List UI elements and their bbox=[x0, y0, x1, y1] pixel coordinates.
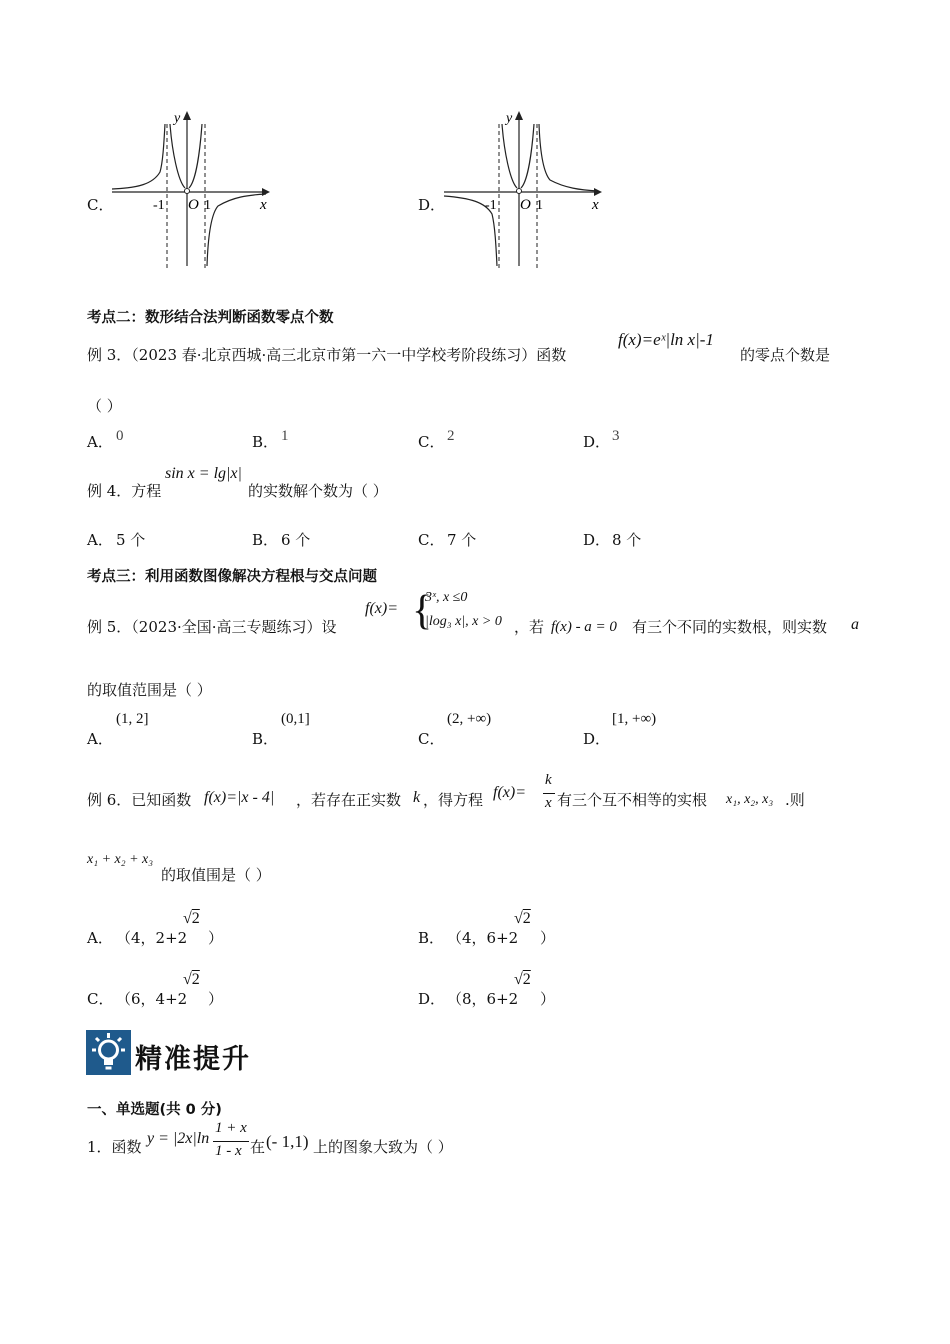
ex4-prefix: 例 4．方程 bbox=[87, 482, 162, 500]
tick-pos-label: 1 bbox=[204, 198, 211, 213]
ex6-opt-c-sqrt: √2 bbox=[183, 971, 200, 988]
ex5-opt-b-label: B． bbox=[252, 730, 279, 748]
ex6-opt-c-label: C． bbox=[87, 990, 114, 1008]
ex6-opt-d-label: D． bbox=[418, 990, 446, 1008]
ex6-formula: f(x)=|x - 4| bbox=[204, 789, 275, 806]
ex6-opt-b-sqrt: √2 bbox=[514, 910, 531, 927]
ex6-opt-a-value: （4，2+2 bbox=[116, 929, 188, 947]
q1-frac-den: 1 - x bbox=[215, 1143, 242, 1159]
ex3-opt-c-label: C． bbox=[418, 433, 445, 451]
ex3-opt-c-value: 2 bbox=[447, 428, 455, 444]
ex4-suffix: 的实数解个数为（ ） bbox=[248, 482, 388, 500]
option-c-label: C． bbox=[87, 196, 114, 214]
ex5-mid: ，若 bbox=[514, 618, 545, 636]
ex3-opt-a-label: A． bbox=[87, 433, 113, 451]
q1-frac-num: 1 + x bbox=[215, 1120, 247, 1136]
ex5-var-a: a bbox=[851, 616, 859, 633]
ex4-opt-a-value: 5 个 bbox=[116, 531, 146, 549]
ex5-opt-d-value: [1, +∞) bbox=[612, 711, 657, 727]
q1-prefix: 1．函数 bbox=[87, 1138, 142, 1156]
q1-interval: (- 1,1) bbox=[266, 1132, 309, 1151]
ex5-equation: f(x) - a = 0 bbox=[551, 619, 617, 635]
ex6-end: .则 bbox=[785, 791, 805, 809]
q1-frac-bar bbox=[213, 1141, 249, 1142]
ex3-opt-d-label: D． bbox=[583, 433, 611, 451]
tick-neg-label: -1 bbox=[485, 198, 497, 213]
ex6-opt-b-label: B． bbox=[418, 929, 445, 947]
banner-title: 精准提升 bbox=[135, 1044, 251, 1075]
ex5-case-1: 3ˣ, x ≤0 bbox=[425, 590, 468, 605]
ex3-opt-a-value: 0 bbox=[116, 428, 124, 444]
option-c-graph bbox=[108, 106, 273, 271]
ex4-opt-b-label: B． bbox=[252, 531, 279, 549]
ex6-opt-d-value: （8，6+2 bbox=[447, 990, 519, 1008]
ex5-brace: { bbox=[412, 588, 433, 634]
ex5-f-lhs: f(x)= bbox=[365, 600, 398, 617]
ex4-opt-c-label: C． bbox=[418, 531, 445, 549]
ex4-formula: sin x = lg|x| bbox=[165, 465, 242, 482]
ex5-opt-b-value: (0,1] bbox=[281, 711, 310, 727]
option-d-graph bbox=[440, 106, 605, 271]
q1-mid: 在 bbox=[250, 1138, 266, 1156]
ex5-prefix: 例 5．（2023·全国·高三专题练习）设 bbox=[87, 618, 337, 636]
ex3-formula: f(x)=eˣ|ln x|-1 bbox=[618, 330, 714, 349]
ex5-opt-c-label: C． bbox=[418, 730, 445, 748]
ex6-k: k bbox=[413, 789, 421, 806]
ex5-suffix: 有三个不同的实数根，则实数 bbox=[632, 618, 828, 636]
section-2-heading: 考点二：数形结合法判断函数零点个数 bbox=[87, 310, 334, 326]
ex4-opt-b-value: 6 个 bbox=[281, 531, 311, 549]
ex6-prefix: 例 6．已知函数 bbox=[87, 791, 192, 809]
origin-label: O bbox=[520, 197, 531, 213]
ex5-opt-a-value: (1, 2] bbox=[116, 711, 149, 727]
ex4-opt-a-label: A． bbox=[87, 531, 113, 549]
lightbulb-icon bbox=[86, 1030, 131, 1075]
section-3-heading: 考点三：利用函数图像解决方程根与交点问题 bbox=[87, 569, 377, 585]
ex6-mid-3: 有三个互不相等的实根 bbox=[557, 791, 708, 809]
ex6-eq-lhs: f(x)= bbox=[493, 784, 526, 801]
ex3-opt-b-label: B． bbox=[252, 433, 279, 451]
ex5-opt-c-value: (2, +∞) bbox=[447, 711, 492, 727]
ex6-frac-den: x bbox=[545, 795, 552, 811]
ex5-opt-d-label: D． bbox=[583, 730, 611, 748]
ex6-opt-c-value: （6，4+2 bbox=[116, 990, 188, 1008]
x-axis-label: x bbox=[592, 197, 599, 213]
ex6-opt-c-close: ） bbox=[208, 990, 224, 1008]
tick-pos-label: 1 bbox=[536, 198, 543, 213]
option-d-label: D． bbox=[418, 196, 446, 214]
ex5-line-2: 的取值范围是（ ） bbox=[87, 681, 212, 699]
ex6-opt-b-close: ） bbox=[540, 929, 556, 947]
ex3-opt-d-value: 3 bbox=[612, 428, 620, 444]
q1-lhs: y = |2x|ln bbox=[147, 1130, 210, 1147]
ex6-opt-d-sqrt: √2 bbox=[514, 971, 531, 988]
ex6-sum: x₁ + x₂ + x₃ bbox=[87, 852, 154, 867]
ex4-opt-d-value: 8 个 bbox=[612, 531, 642, 549]
ex6-opt-a-close: ） bbox=[208, 929, 224, 947]
ex3-paren: （ ） bbox=[87, 397, 122, 415]
ex6-roots: x₁, x₂, x₃ bbox=[726, 792, 774, 807]
y-axis-label: y bbox=[174, 111, 181, 126]
ex5-case-2: |log₃ x|, x > 0 bbox=[425, 614, 502, 629]
origin-label: O bbox=[188, 197, 199, 213]
tick-neg-label: -1 bbox=[153, 198, 165, 213]
ex6-opt-b-value: （4，6+2 bbox=[447, 929, 519, 947]
ex6-opt-a-sqrt: √2 bbox=[183, 910, 200, 927]
x-axis-label: x bbox=[260, 197, 267, 213]
q1-suffix: 上的图象大致为（ ） bbox=[313, 1138, 453, 1156]
ex3-prefix: 例 3．（2023 春·北京西城·高三北京市第一六一中学校考阶段练习）函数 bbox=[87, 346, 567, 364]
ex4-opt-c-value: 7 个 bbox=[447, 531, 477, 549]
ex6-frac-num: k bbox=[545, 772, 552, 788]
ex6-opt-d-close: ） bbox=[540, 990, 556, 1008]
ex4-opt-d-label: D． bbox=[583, 531, 611, 549]
ex3-suffix: 的零点个数是 bbox=[740, 346, 831, 364]
y-axis-label: y bbox=[506, 111, 513, 126]
ex6-mid-2: ，得方程 bbox=[423, 791, 484, 809]
ex6-frac-bar bbox=[543, 793, 555, 794]
ex5-opt-a-label: A． bbox=[87, 730, 113, 748]
part-1-heading: 一、单选题(共 0 分) bbox=[87, 1102, 222, 1118]
ex6-line-2: 的取值围是（ ） bbox=[161, 866, 271, 884]
ex3-opt-b-value: 1 bbox=[281, 428, 289, 444]
ex6-opt-a-label: A． bbox=[87, 929, 113, 947]
ex6-mid-1: ，若存在正实数 bbox=[296, 791, 402, 809]
